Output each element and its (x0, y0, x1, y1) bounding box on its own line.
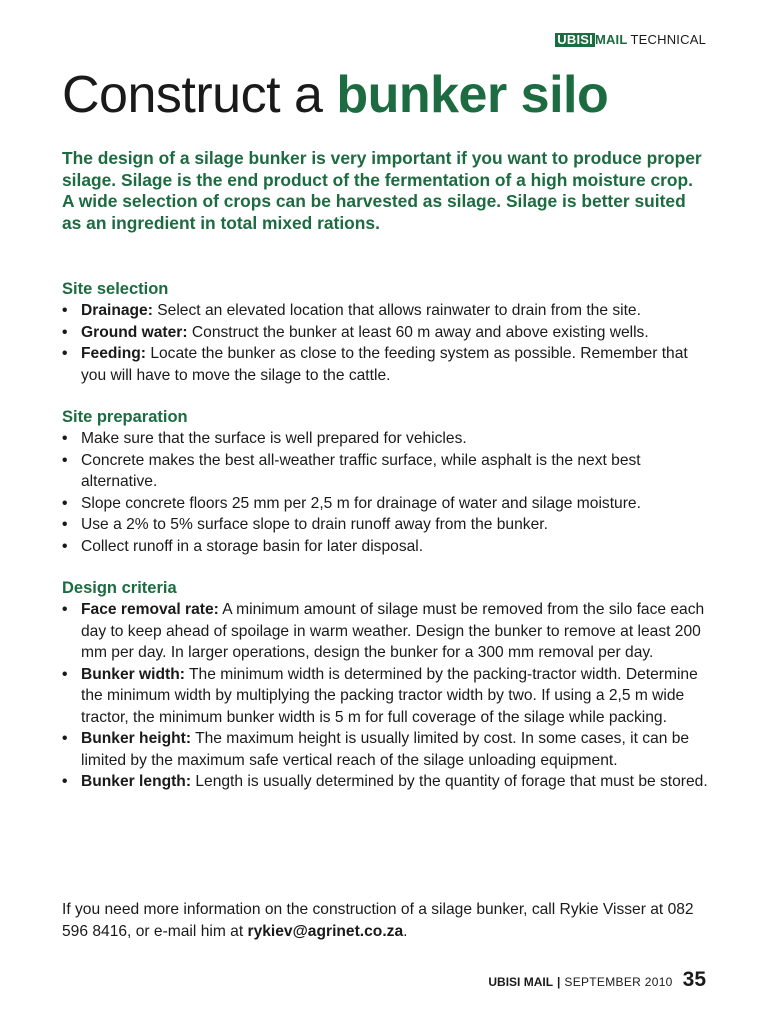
list-item (62, 322, 712, 344)
bullet-dot: • (62, 302, 68, 319)
article-title (62, 62, 608, 128)
list-item (62, 728, 712, 771)
list-item (62, 343, 712, 386)
item-text: Concrete makes the best all-weather traffic surface, while asphalt is the next best alternative. (81, 451, 641, 490)
bullet-dot: • (62, 601, 68, 618)
section-label: TECHNICAL (630, 32, 706, 47)
bullet-dot: • (62, 451, 68, 469)
bullet-dot: • (62, 773, 68, 790)
list-item (62, 428, 712, 450)
list-item (62, 493, 712, 515)
page-number: 35 (682, 968, 706, 991)
item-text: Construct the bunker at least 60 m away and above existing wells. (187, 323, 649, 341)
bullet-dot: • (62, 730, 68, 747)
site-preparation-section (62, 407, 712, 557)
list-item (62, 536, 712, 558)
site-selection-section (62, 279, 712, 386)
brand-ubisi: UBISI (557, 31, 593, 47)
site-preparation-list (62, 428, 712, 557)
title-plain: Construct a (62, 66, 323, 124)
design-criteria-section (62, 578, 712, 793)
intro-paragraph: The design of a silage bunker is very important if you want to produce proper silage. Silage is the end product of the fermentation of a high moisture crop. A wide selection of crops can be harvested as silage. Silage is better suited as an ingredient in total mixed rations. (62, 148, 702, 233)
footer-date: SEPTEMBER 2010 (564, 975, 673, 989)
closing-end: . (403, 923, 408, 940)
bullet-dot: • (62, 345, 68, 362)
item-term: Drainage: (81, 302, 153, 319)
bullet-dot: • (62, 430, 68, 447)
item-term: Ground water: (81, 323, 188, 341)
item-text: Make sure that the surface is well prepared for vehicles. (81, 430, 467, 447)
item-term: Bunker length: (81, 773, 192, 790)
footer-separator: | (557, 975, 561, 989)
email-link[interactable]: rykiev@agrinet.co.za (247, 923, 404, 940)
closing-text: If you need more information on the construction of a silage bunker, call Rykie Visser at 082 596 8416, or e-mail him at (62, 901, 694, 940)
site-selection-list (62, 300, 712, 386)
item-term: Feeding: (81, 345, 146, 362)
bullet-dot: • (62, 323, 68, 341)
item-term: Bunker height: (81, 730, 192, 747)
item-text: Collect runoff in a storage basin for later disposal. (81, 537, 424, 555)
item-text: A minimum amount of silage must be removed from the silo face each day to keep ahead of spoilage in warm weather. Design the bunker to remove at least 200 mm per day. In larger operations, design the bunker for a 300 mm removal per day. (81, 601, 705, 661)
page-footer (488, 968, 706, 992)
title-accent: bunker silo (336, 66, 609, 124)
masthead (555, 32, 706, 47)
item-term: Face removal rate: (81, 601, 219, 618)
site-preparation-heading: Site preparation (62, 408, 188, 426)
list-item (62, 450, 712, 493)
list-item (62, 599, 712, 664)
item-text: Slope concrete floors 25 mm per 2,5 m for drainage of water and silage moisture. (81, 494, 641, 512)
footer-publication: UBISI MAIL (488, 975, 554, 989)
bullet-dot: • (62, 494, 68, 512)
site-selection-heading: Site selection (62, 280, 169, 298)
list-item (62, 771, 712, 793)
bullet-dot: • (62, 665, 68, 683)
closing-paragraph (62, 899, 712, 943)
bullet-dot: • (62, 537, 68, 555)
item-text: Locate the bunker as close to the feeding system as possible. Remember that you will have to move the silage to the cattle. (81, 345, 688, 384)
item-text: Use a 2% to 5% surface slope to drain runoff away from the bunker. (81, 516, 548, 533)
list-item (62, 664, 712, 729)
list-item (62, 514, 712, 536)
item-text: The minimum width is determined by the packing-tractor width. Determine the minimum width by multiplying the packing tractor width by two. If using a 2,5 m wide tractor, the minimum bunker width is 5 m for full coverage of the silage while packing. (81, 665, 698, 726)
bullet-dot: • (62, 516, 68, 533)
design-criteria-list (62, 599, 712, 793)
brand-mail: MAIL (594, 32, 628, 47)
item-text: Select an elevated location that allows rainwater to drain from the site. (152, 302, 641, 319)
design-criteria-heading: Design criteria (62, 579, 177, 597)
item-text: Length is usually determined by the quantity of forage that must be stored. (191, 773, 708, 790)
item-term: Bunker width: (81, 665, 185, 683)
list-item (62, 300, 712, 322)
item-text: The maximum height is usually limited by cost. In some cases, it can be limited by the maximum safe vertical reach of the silage unloading equipment. (81, 730, 690, 769)
